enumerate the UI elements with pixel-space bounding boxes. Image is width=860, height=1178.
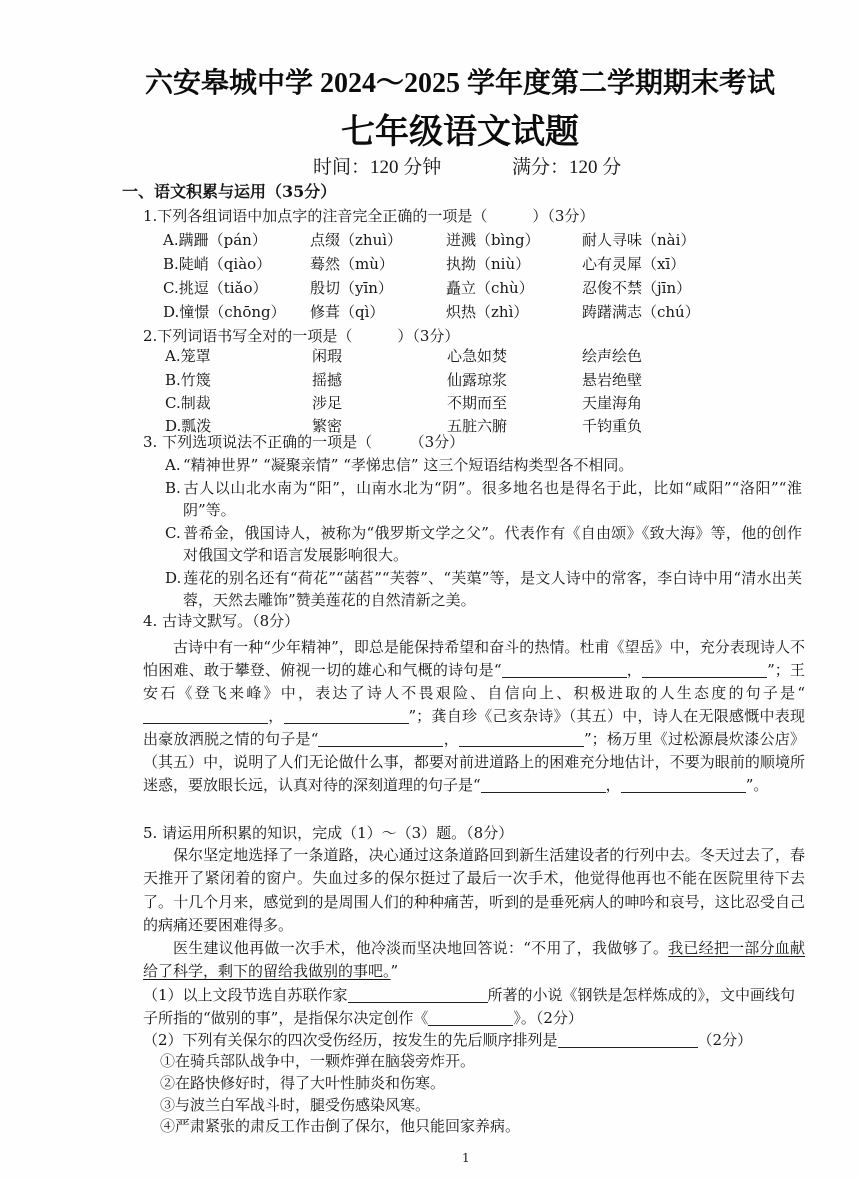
- option-item: 不期而至: [447, 394, 508, 412]
- exam-subtitle: 七年级语文试题: [341, 114, 579, 151]
- option-item: 点缀（zhuì）: [310, 231, 403, 249]
- option-item: 制裁: [180, 394, 211, 412]
- exam-total-score: 满分：120 分: [512, 157, 622, 178]
- option-list: [165, 454, 802, 612]
- answer-blank: [459, 731, 584, 747]
- sub-question: [143, 984, 805, 1029]
- option-item: [165, 522, 802, 567]
- list-item: ①在骑兵部队战争中，一颗炸弹在脑袋旁炸开。: [160, 1052, 476, 1070]
- option-item: 悬岩绝壁: [582, 371, 643, 389]
- blank-separator: ，: [626, 661, 643, 679]
- option-label: B.: [163, 255, 179, 273]
- option-cell: [165, 344, 312, 368]
- sub-question: [143, 1029, 805, 1051]
- option-item: 绘声绘色: [582, 347, 643, 365]
- option-label: A.: [165, 347, 181, 365]
- option-item: 仙露琼浆: [447, 371, 508, 389]
- option-item: 陡峭（qiào）: [178, 255, 272, 273]
- option-item: 心有灵犀（xī）: [582, 255, 686, 273]
- option-label: C.: [163, 279, 179, 297]
- option-cell: [165, 368, 312, 392]
- option-item: 心急如焚: [447, 347, 508, 365]
- answer-blank: [318, 731, 443, 747]
- passage-text: ”: [390, 962, 399, 980]
- option-item: 炽热（zhì）: [446, 303, 529, 321]
- option-item: 摇撼: [312, 371, 343, 389]
- exam-title: 六安皋城中学 2024～2025 学年度第二学期期末考试: [144, 68, 775, 99]
- list-item: ④严肃紧张的肃反工作击倒了保尔，他只能回家养病。: [160, 1117, 521, 1136]
- blank-separator: ，: [443, 730, 459, 748]
- option-item: 殷切（yīn）: [310, 279, 393, 297]
- option-item: 踌躇满志（chú）: [582, 303, 700, 321]
- option-cell: [165, 391, 312, 415]
- sub-question-text: 》。（2分）: [513, 1008, 583, 1027]
- option-item: 蓦然（mù）: [310, 255, 394, 273]
- answer-blank: [642, 662, 767, 678]
- option-label: C.: [165, 394, 181, 412]
- option-text: 古人以山北水南为“阳”，山南水北为“阴”。很多地名也是得名于此，比如“咸阳”“洛阳”“淮阴”等。: [183, 478, 802, 519]
- option-label: D.: [165, 568, 182, 587]
- option-item: 繁密: [312, 417, 343, 435]
- answer-blank: [481, 777, 606, 793]
- option-cell: [163, 252, 310, 276]
- question-stem: 3. 下列选项说法不正确的一项是（ （3分）: [143, 433, 465, 451]
- option-item: 耐人寻味（nài）: [582, 231, 696, 249]
- sub-question-score: （2分）: [697, 1031, 753, 1049]
- option-item: 憧憬（chōng）: [179, 303, 286, 321]
- option-row: [163, 300, 772, 324]
- option-item: 矗立（chù）: [446, 279, 534, 297]
- reading-passage: [143, 937, 805, 983]
- option-item: 迸溅（bìng）: [446, 231, 540, 249]
- option-item: [165, 567, 802, 612]
- event-list: [160, 1051, 800, 1138]
- option-item: 修葺（qì）: [310, 303, 385, 321]
- option-item: [165, 477, 802, 522]
- option-row: [165, 344, 752, 368]
- option-item: 涉足: [312, 394, 343, 412]
- option-label: B.: [165, 371, 181, 389]
- option-item: 蹒跚（pán）: [178, 231, 267, 249]
- answer-blank: [502, 662, 627, 678]
- option-cell: [163, 300, 310, 324]
- option-row: [163, 252, 772, 276]
- paragraph-text: ”；杨万里《过松源晨炊漆公店》（其五）中，说明了人们无论做什么事，都要对前进道路上的困难充分地估计，不要为眼前的顺境所迷惑，要放眼长远，认真对待的深刻道理的句子是“: [143, 730, 805, 794]
- option-row: [165, 391, 752, 415]
- option-item: 笼罩: [180, 347, 211, 365]
- sub-question-text: （1）以上文段节选自苏联作家: [143, 986, 348, 1004]
- underlined-sentence: 我已经把一部分血献给了科学，剩下的留给我做别的事吧。: [143, 939, 805, 980]
- option-label: A.: [165, 456, 181, 474]
- answer-blank: [284, 708, 409, 724]
- answer-blank: [428, 1010, 513, 1026]
- option-label: B.: [165, 478, 181, 497]
- option-item: [165, 454, 802, 477]
- section-heading: 一、语文积累与运用（35分）: [122, 182, 337, 201]
- option-text: 普希金，俄国诗人，被称为“俄罗斯文学之父”。代表作有《自由颂》《致大海》等，他的创作对俄国文学和语言发展影响很大。: [183, 523, 802, 564]
- sub-question-text: （2）下列有关保尔的四次受伤经历，按发生的先后顺序排列是: [143, 1031, 558, 1049]
- option-item: 瓢泼: [181, 417, 212, 435]
- option-row: [165, 368, 752, 392]
- paragraph-text: 古诗中有一种“少年精神”，即总是能保持希望和奋斗的热情。杜甫《望岳》中，充分表现诗人不怕困难、敢于攀登、俯视一切的雄心和气概的诗句是“: [143, 638, 805, 679]
- option-item: 挑逗（tiǎo）: [178, 279, 268, 297]
- option-text: “精神世界” “凝聚亲情” “孝悌忠信” 这三个短语结构类型各不相同。: [183, 456, 634, 474]
- paragraph-text: ”；龚自珍《己亥杂诗》（其五）中，诗人在无限感慨中表现出豪放洒脱之情的句子是“: [143, 707, 805, 748]
- exam-duration: 时间：120 分钟: [313, 157, 442, 178]
- page-number: 1: [462, 1151, 470, 1165]
- option-label: A.: [163, 231, 179, 249]
- blank-separator: ，: [268, 707, 284, 725]
- option-item: 执拗（niù）: [446, 255, 531, 273]
- option-item: 竹篾: [180, 371, 211, 389]
- option-item: 天崖海角: [582, 394, 643, 412]
- option-cell: [163, 228, 310, 252]
- option-text: 莲花的别名还有“荷花”“菡萏”“芙蓉”、“芙蕖”等，是文人诗中的常客，李白诗中用“清水出芙蓉，天然去雕饰”赞美莲花的自然清新之美。: [183, 568, 802, 609]
- option-item: 千钧重负: [582, 417, 643, 435]
- blank-separator: ，: [605, 776, 621, 794]
- option-row: [163, 228, 772, 252]
- option-label: D.: [165, 417, 182, 435]
- question-stem: 5. 请运用所积累的知识，完成（1）～（3）题。（8分）: [143, 824, 514, 842]
- question-stem: 2.下列词语书写全对的一项是（ ）（3分）: [143, 327, 460, 345]
- answer-blank: [558, 1032, 698, 1048]
- list-item: ②在路快修好时，得了大叶性肺炎和伤寒。: [160, 1073, 446, 1092]
- option-item: 忍俊不禁（jīn）: [582, 279, 692, 297]
- paragraph-text: ”；王安石《登飞来峰》中，表达了诗人不畏艰险、自信向上、积极进取的人生态度的句子是“: [143, 661, 805, 702]
- reading-passage: 保尔坚定地选择了一条道路，决心通过这条道路回到新生活建设者的行列中去。冬天过去了，春天推开了紧闭着的窗户。失血过多的保尔挺过了最后一次手术，他觉得他再也不能在医院里待下去了。十几个月来，感觉到的是周围人们的种种痛苦，听到的是垂死病人的呻吟和哀号，这比忍受自己的病痛还要困难得多。: [143, 846, 805, 934]
- passage-text: 医生建议他再做一次手术，他冷淡而坚决地回答说：“不用了，我做够了。: [173, 939, 669, 957]
- option-label: C.: [165, 523, 181, 542]
- question-stem: 1.下列各组词语中加点字的注音完全正确的一项是（ ）（3分）: [143, 207, 595, 225]
- option-row: [163, 276, 772, 300]
- recitation-paragraph: [143, 636, 805, 797]
- option-item: 五脏六腑: [447, 417, 508, 435]
- sub-question-text: 所著的小说《钢铁是怎样炼成的》，文中画线句子所指的“做别的事”，是指保尔决定创作《: [143, 986, 796, 1027]
- answer-blank: [621, 777, 746, 793]
- option-item: 闲瑕: [312, 347, 343, 365]
- list-item: ③与波兰白军战斗时，腿受伤感染风寒。: [160, 1095, 431, 1114]
- question-stem: 4. 古诗文默写。（8分）: [143, 612, 300, 630]
- option-label: D.: [163, 303, 180, 321]
- paragraph-text: ”。: [745, 776, 769, 794]
- answer-blank: [143, 708, 268, 724]
- option-cell: [163, 276, 310, 300]
- answer-blank: [348, 987, 488, 1003]
